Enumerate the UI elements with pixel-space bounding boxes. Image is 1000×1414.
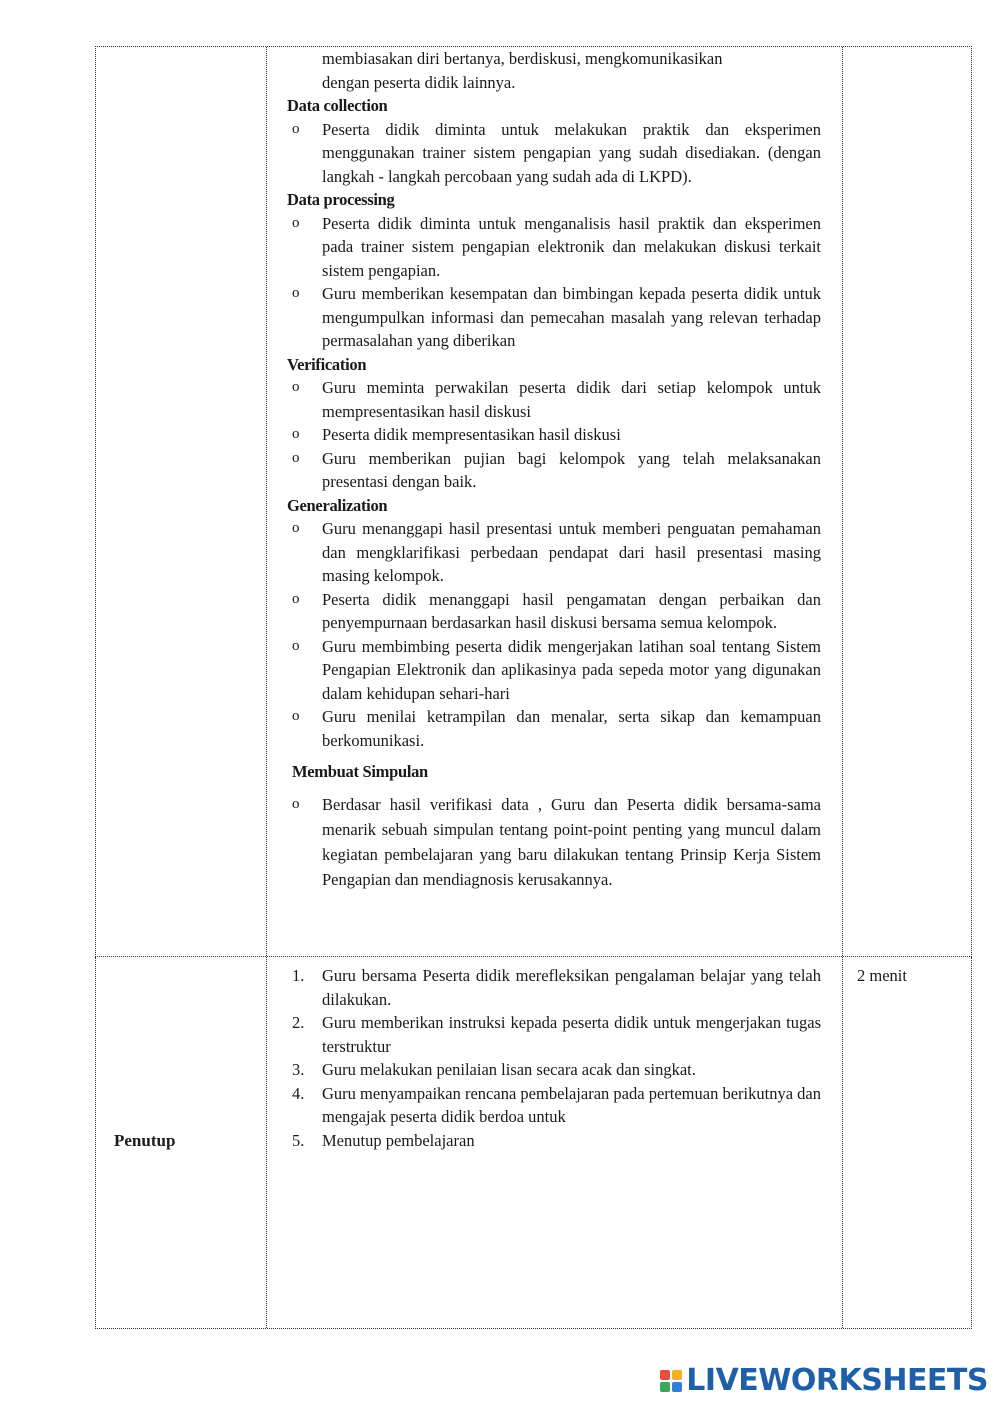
bullet-icon: o: [292, 426, 300, 442]
list-item: o Peserta didik diminta untuk melakukan praktik dan eksperimen menggunakan trainer sistem pengapian yang sudah disediakan. (dengan langkah - langkah percobaan yang sudah ada di LKPD).: [292, 119, 821, 186]
spacer: [287, 784, 821, 792]
list-item: o Peserta didik diminta untuk menganalisis hasil praktik dan eksperimen pada trainer sistem pengapian elektronik dan melakukan diskusi terkait sistem pengapian.: [292, 213, 821, 280]
bullet-icon: o: [292, 449, 300, 466]
liveworksheets-logo: [660, 1363, 988, 1398]
bullet-icon: o: [292, 795, 300, 812]
logo-grid-icon: [660, 1370, 682, 1392]
column-divider-2: [842, 47, 843, 956]
bullet-icon: o: [292, 214, 300, 231]
intro-line-2: dengan peserta didik lainnya.: [322, 72, 516, 92]
logo-square: [672, 1382, 682, 1392]
list-item: o Guru menanggapi hasil presentasi untuk memberi penguatan pemahaman dan mengklarifikasi perbedaan pendapat dari hasil presentasi masing masing kelompok.: [292, 519, 821, 585]
list-item: o Peserta didik menanggapi hasil pengamatan dengan perbaikan dan penyempurnaan berdasarkan hasil diskusi bersama semua kelompok.: [292, 589, 821, 632]
numbered-item: 4. Guru menyampaikan rencana pembelajaran pada pertemuan berikutnya dan mengajak peserta didik berdoa untuk: [292, 1083, 821, 1126]
bullet-icon: o: [292, 120, 300, 137]
list-item: o Peserta didik mempresentasikan hasil diskusi: [287, 423, 821, 447]
bullet-icon: o: [292, 379, 300, 395]
logo-square: [660, 1382, 670, 1392]
logo-square: [660, 1370, 670, 1380]
section-title-membuat-simpulan: Membuat Simpulan: [292, 762, 428, 781]
spacer: [287, 752, 821, 760]
list-item: o Guru menilai ketrampilan dan menalar, serta sikap dan kemampuan berkomunikasi.: [292, 707, 821, 750]
section-title-generalization: Generalization: [287, 495, 388, 515]
section-title-data-collection: Data collection: [287, 96, 388, 115]
list-item: o Guru meminta perwakilan peserta didik dari setiap kelompok untuk mempresentasikan hasil diskusi: [292, 378, 821, 421]
column-divider-2: [842, 957, 843, 1328]
list-item: o Berdasar hasil verifikasi data , Guru dan Peserta didik bersama-sama menarik sebuah simpulan tentang point-point penting yang muncul dalam kegiatan pembelajaran yang baru dilakukan tentang Prinsip Kerja Sistem Pengapian dan mendiagnosis kerusakannya.: [287, 792, 821, 892]
section-title-data-processing: Data processing: [287, 190, 395, 209]
numbered-item: 3. Guru melakukan penilaian lisan secara acak dan singkat.: [292, 1060, 696, 1079]
numbered-item: 2. Guru memberikan instruksi kepada peserta didik untuk mengerjakan tugas terstruktur: [292, 1013, 821, 1056]
numbered-item: 1. Guru bersama Peserta didik merefleksikan pengalaman belajar yang telah dilakukan.: [292, 966, 821, 1009]
column-divider-1: [266, 957, 267, 1328]
bullet-icon: o: [292, 637, 300, 654]
list-item: o Guru memberikan pujian bagi kelompok yang telah melaksanakan presentasi dengan baik.: [292, 448, 821, 491]
bullet-icon: o: [292, 590, 300, 607]
logo-text: LIVEWORKSHEETS: [686, 1363, 988, 1398]
list-item: o Guru membimbing peserta didik mengerjakan latihan soal tentang Sistem Pengapian Elektronik dan aplikasinya pada sepeda motor yang digunakan dalam kehidupan sehari-hari: [292, 636, 821, 703]
bullet-icon: o: [292, 285, 300, 301]
bullet-icon: o: [292, 708, 300, 724]
list-item: o Guru memberikan kesempatan dan bimbingan kepada peserta didik untuk mengumpulkan informasi dan pemecahan masalah yang relevan terhadap permasalahan yang diberikan: [292, 284, 821, 350]
closing-activity-content: [287, 964, 821, 1152]
bullet-icon: o: [292, 520, 300, 536]
logo-square: [672, 1370, 682, 1380]
activity-content: [287, 47, 821, 892]
duration-value: 2 menit: [857, 966, 907, 985]
lesson-table-row-penutup: [95, 957, 972, 1329]
intro-line-1: membiasakan diri bertanya, berdiskusi, mengkomunikasikan: [322, 49, 723, 68]
numbered-item: 5. Menutup pembelajaran: [292, 1130, 475, 1150]
column-divider-1: [266, 47, 267, 956]
lesson-table-row-main: [95, 46, 972, 957]
section-title-verification: Verification: [287, 354, 367, 374]
stage-label: Penutup: [114, 1131, 176, 1150]
